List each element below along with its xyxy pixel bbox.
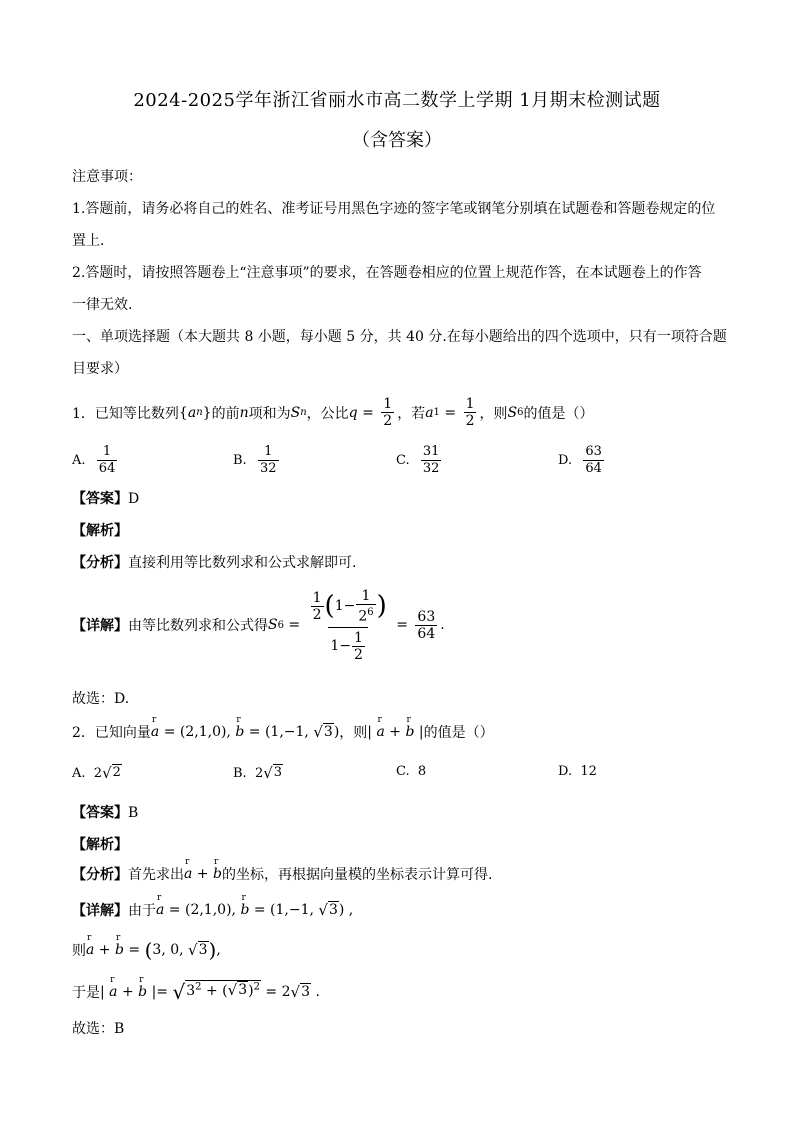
q2-fenxi: 【分析】 首先求出 a r + b r 的坐标，再根据向量模的坐标表示计算可得. (72, 857, 493, 883)
sequence-symbol: { a n } (178, 404, 212, 421)
q2-option-d: D. 12 (558, 764, 597, 779)
page-subtitle: （含答案） (352, 130, 442, 151)
q1-option-c: C. $\frac{31}{32}$ (396, 444, 440, 476)
section-heading-line-2: 目要求） (72, 361, 128, 377)
q1-option-d: D. $\frac{63}{64}$ (558, 444, 602, 476)
q1-option-b: B. $\frac{1}{32}$ (233, 444, 277, 476)
notice-item-2-line-1: 2.答题时，请按照答题卷上“注意事项”的要求，在答题卷相应的位置上规范作答，在本试题卷上的作答 (72, 265, 702, 281)
q2-answer: 【答案】B (72, 805, 139, 821)
q2-analysis-tag: 【解析】 (72, 837, 128, 853)
q2-magnitude: 于是 | a r + b r |= √ $3^2$ + ( √ 3 )$^2$ = 2 √ 3 . (72, 975, 320, 1004)
notice-heading: 注意事项： (72, 169, 142, 185)
q2-choose: 故选：B (72, 1021, 125, 1037)
question-1: 1．已知等比数列 { a n } 的前 n 项和为 S n ，公比 q = $\frac{1}{2}$ ，若 a 1 = $\frac{1}{2}$ ，则 S 6 的值是（） (72, 396, 594, 429)
q2-option-c: C. 8 (396, 764, 427, 779)
q1-detail: 【详解】 由等比数列求和公式得 S 6 = $\frac{1}{2}$ ( 1− $\frac{1}{2^6}$ ) 1− $\frac{1}{2}$ = $\frac{63}{64}$ . (72, 588, 445, 663)
page-title: 2024-2025学年浙江省丽水市高二数学上学期 1月期末检测试题 (133, 90, 661, 111)
q2-sum-vector: 则 a r + b r = ( 3, 0, √ 3 ) , (72, 933, 221, 962)
notice-item-1-line-1: 1.答题前，请务必将自己的姓名、准考证号用黑色字迹的签字笔或钢笔分别填在试题卷和答题卷规定的位 (72, 201, 716, 217)
q2-option-a: A. 2 √ 2 (72, 764, 121, 782)
question-2: 2．已知向量 a r = (2,1,0), b r = (1,−1, √ 3 ) ，则 | a r + b r | 的值是（） (72, 715, 494, 741)
q1-sum-formula: S 6 = $\frac{1}{2}$ ( 1− $\frac{1}{2^6}$ ) 1− $\frac{1}{2}$ = $\frac{63}{64}$ . (268, 588, 445, 663)
q2-option-b: B. 2 √ 3 (233, 764, 283, 782)
q1-fenxi: 【分析】直接利用等比数列求和公式求解即可. (72, 555, 357, 571)
q1-answer: 【答案】D (72, 491, 140, 507)
notice-item-1-line-2: 置上. (72, 233, 105, 249)
q1-option-a: A. $\frac{1}{64}$ (72, 444, 116, 476)
q1-choose: 故选：D. (72, 691, 130, 707)
q2-vectors: a r = (2,1,0), b r = (1,−1, √ 3 ) (150, 715, 340, 741)
q2-detail: 【详解】 由于 a r = (2,1,0), b r = (1,−1, √ 3 ) , (72, 893, 354, 919)
section-heading-line-1: 一、单项选择题（本大题共 8 小题，每小题 5 分，共 40 分.在每小题给出的四个选项中，只有一项符合题 (72, 329, 727, 345)
q1-analysis-tag: 【解析】 (72, 523, 128, 539)
notice-item-2-line-2: 一律无效. (72, 297, 133, 313)
